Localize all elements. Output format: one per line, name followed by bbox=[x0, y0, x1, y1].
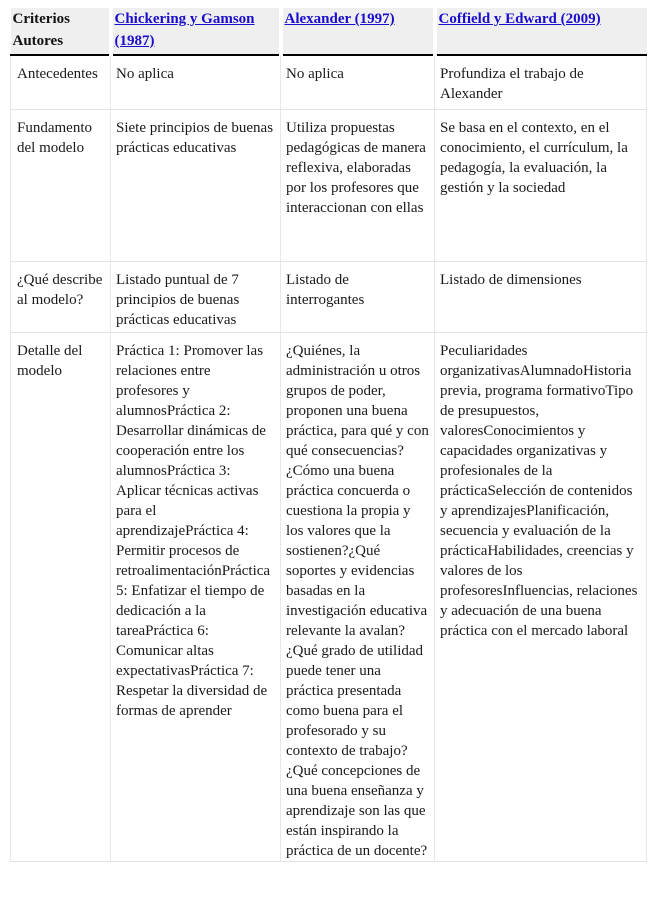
cell-alexander: Utiliza propuestas pedagógicas de manera reflexiva, elaboradas por los profesores que interaccionan con ellas bbox=[281, 110, 435, 262]
cell-alexander: ¿Quiénes, la administración u otros grupos de poder, proponen una buena práctica, para qué y con qué consecuencias?¿Cómo una buena práctica concuerda o cuestiona la propia y los valores que la sostienen?¿Qué soportes y evidencias basadas en la investigación educativa relevante la avalan?¿Qué grado de utilidad puede tener una práctica presentada como buena para el profesorado y su contexto de trabajo?¿Qué concepciones de una buena enseñanza y aprendizaje son las que están inspirando la práctica de un docente? bbox=[281, 333, 435, 862]
header-criterios: Criterios bbox=[12, 11, 70, 27]
cell-chickering: Listado puntual de 7 principios de buenas prácticas educativas bbox=[111, 262, 281, 333]
row-criterio: Antecedentes bbox=[11, 55, 111, 110]
cell-coffield: Listado de dimensiones bbox=[435, 262, 647, 333]
table-row bbox=[11, 110, 647, 262]
row-criterio: Detalle del modelo bbox=[11, 333, 111, 862]
header-autores: Autores bbox=[12, 33, 64, 49]
header-coffield bbox=[435, 8, 647, 55]
coffield-link[interactable]: Coffield y Edward (2009) bbox=[438, 11, 601, 27]
cell-coffield: Profundiza el trabajo de Alexander bbox=[435, 55, 647, 110]
table-row bbox=[11, 262, 647, 333]
cell-alexander: Listado de interrogantes bbox=[281, 262, 435, 333]
header-chickering bbox=[111, 8, 281, 55]
row-criterio: Fundamento del modelo bbox=[11, 110, 111, 262]
cell-coffield: Se basa en el contexto, en el conocimiento, el currículum, la pedagogía, la evaluación, la gestión y la sociedad bbox=[435, 110, 647, 262]
cell-chickering: Práctica 1: Promover las relaciones entre profesores y alumnosPráctica 2: Desarrollar dinámicas de cooperación entre los alumnosPráctica 3: Aplicar técnicas activas para el aprendizajePráctica 4: Permitir procesos de retroalimentaciónPráctica 5: Enfatizar el tiempo de dedicación a la tareaPráctica 6: Comunicar altas expectativasPráctica 7: Respetar la diversidad de formas de aprender bbox=[111, 333, 281, 862]
cell-coffield: Peculiaridades organizativasAlumnadoHistoria previa, programa formativoTipo de presupuestos, valoresConocimientos y capacidades organizativas y profesionales de la prácticaSelección de contenidos y aprendizajesPlanificación, secuencia y evaluación de la prácticaHabilidades, creencias y valores de los profesoresInfluencias, relaciones y adecuación de una buena práctica con el mercado laboral bbox=[435, 333, 647, 862]
chickering-link[interactable]: Chickering y Gamson (1987) bbox=[114, 11, 255, 49]
comparison-table bbox=[10, 8, 647, 862]
table-row bbox=[11, 55, 647, 110]
cell-chickering: Siete principios de buenas prácticas educativas bbox=[111, 110, 281, 262]
alexander-link[interactable]: Alexander (1997) bbox=[284, 11, 395, 27]
header-row bbox=[11, 8, 647, 55]
row-criterio: ¿Qué describe al modelo? bbox=[11, 262, 111, 333]
table-row bbox=[11, 333, 647, 862]
header-criterios-autores bbox=[11, 8, 111, 55]
header-alexander bbox=[281, 8, 435, 55]
cell-alexander: No aplica bbox=[281, 55, 435, 110]
cell-chickering: No aplica bbox=[111, 55, 281, 110]
